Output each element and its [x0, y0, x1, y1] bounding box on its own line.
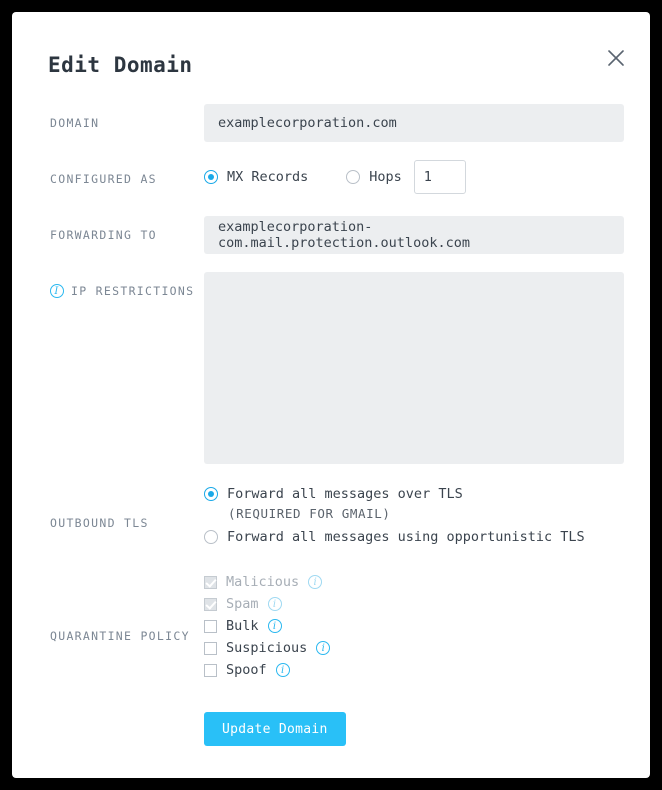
checkbox-row-spoof[interactable] [204, 662, 624, 678]
field-row-domain [12, 104, 650, 142]
edit-domain-dialog [12, 12, 650, 778]
quarantine-policy-label: QUARANTINE POLICY [50, 629, 190, 643]
checkbox-spoof-label: Spoof [226, 662, 267, 678]
outbound-tls-note: (REQUIRED FOR GMAIL) [228, 506, 391, 521]
checkbox-row-spam [204, 596, 624, 612]
checkbox-suspicious[interactable] [204, 642, 217, 655]
info-icon-ip-restrictions[interactable]: I [50, 284, 64, 298]
checkbox-bulk-label: Bulk [226, 618, 259, 634]
info-icon-spoof[interactable]: i [276, 663, 290, 677]
radio-tls-required[interactable] [204, 486, 624, 502]
radio-hops-control[interactable] [346, 170, 360, 184]
radio-tls-required-label: Forward all messages over TLS [227, 486, 463, 502]
radio-tls-opportunistic[interactable] [204, 529, 624, 545]
checkbox-row-malicious [204, 574, 624, 590]
ip-restrictions-input[interactable] [204, 272, 624, 464]
update-domain-button[interactable]: Update Domain [204, 712, 346, 746]
checkbox-malicious-label: Malicious [226, 574, 300, 590]
configured-as-label: CONFIGURED AS [50, 172, 157, 186]
checkbox-spam-label: Spam [226, 596, 259, 612]
checkbox-row-bulk[interactable] [204, 618, 624, 634]
info-icon-bulk[interactable]: i [268, 619, 282, 633]
radio-mx-records-label: MX Records [227, 169, 309, 185]
info-icon-spam[interactable]: i [268, 597, 282, 611]
checkbox-spam [204, 598, 217, 611]
radio-tls-opportunistic-label: Forward all messages using opportunistic TLS [227, 529, 585, 545]
checkbox-suspicious-label: Suspicious [226, 640, 308, 656]
checkbox-malicious [204, 576, 217, 589]
radio-mx-records[interactable] [204, 169, 308, 185]
ip-restrictions-label: IP RESTRICTIONS [71, 284, 195, 298]
field-row-outbound-tls [12, 486, 650, 560]
radio-tls-required-control[interactable] [204, 487, 218, 501]
field-row-ip-restrictions [12, 272, 650, 468]
domain-label: DOMAIN [50, 116, 100, 130]
field-row-quarantine-policy [12, 574, 650, 698]
info-icon-suspicious[interactable]: i [316, 641, 330, 655]
info-icon-malicious[interactable]: i [308, 575, 322, 589]
checkbox-spoof[interactable] [204, 664, 217, 677]
dialog-title: Edit Domain [48, 53, 193, 77]
checkbox-bulk[interactable] [204, 620, 217, 633]
forwarding-to-input[interactable]: examplecorporation-com.mail.protection.outlook.com [204, 216, 624, 254]
close-icon[interactable] [604, 46, 628, 70]
domain-input[interactable]: examplecorporation.com [204, 104, 624, 142]
edit-domain-form [12, 104, 650, 746]
radio-mx-records-control[interactable] [204, 170, 218, 184]
field-row-configured-as [12, 160, 650, 198]
radio-tls-opportunistic-control[interactable] [204, 530, 218, 544]
forwarding-to-label: FORWARDING TO [50, 228, 157, 242]
hops-input[interactable] [414, 160, 466, 194]
outbound-tls-label: OUTBOUND TLS [50, 516, 149, 530]
radio-hops-label: Hops [369, 169, 402, 185]
form-actions [12, 712, 650, 746]
radio-hops[interactable] [346, 169, 402, 185]
checkbox-row-suspicious[interactable] [204, 640, 624, 656]
field-row-forwarding-to [12, 216, 650, 254]
